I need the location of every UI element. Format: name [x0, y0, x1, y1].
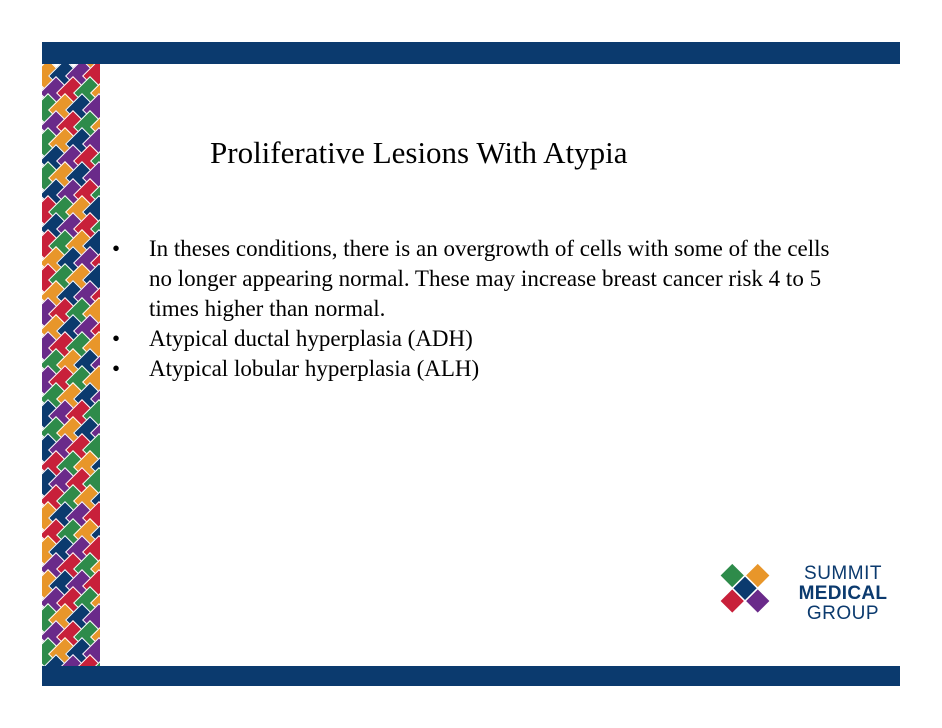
bullet-text: Atypical lobular hyperplasia (ALH)	[149, 356, 480, 381]
bottom-border-bar	[42, 666, 900, 686]
top-border-bar	[42, 42, 900, 64]
logo-line-1: SUMMIT	[804, 563, 882, 584]
logo-line-3: GROUP	[806, 603, 880, 624]
bullet-marker: •	[112, 356, 121, 381]
logo-wordmark	[788, 564, 898, 624]
bullet-marker: •	[112, 326, 121, 351]
bullet-item	[112, 324, 852, 354]
bullet-list	[112, 234, 852, 384]
bullet-item	[112, 234, 852, 324]
slide-title: Proliferative Lesions With Atypia	[210, 135, 628, 170]
logo-line-2: MEDICAL	[798, 583, 888, 604]
bullet-text: In theses conditions, there is an overgrowth of cells with some of the cells no longer appearing normal. These may increase breast cancer risk 4 to 5 times higher than normal.	[149, 236, 830, 321]
bullet-text: Atypical ductal hyperplasia (ADH)	[149, 326, 473, 351]
logo-diamond-icon	[700, 556, 790, 646]
bullet-item	[112, 354, 852, 384]
bullet-marker: •	[112, 236, 121, 261]
decorative-tile-border	[42, 64, 100, 666]
summit-medical-group-logo	[700, 556, 900, 646]
